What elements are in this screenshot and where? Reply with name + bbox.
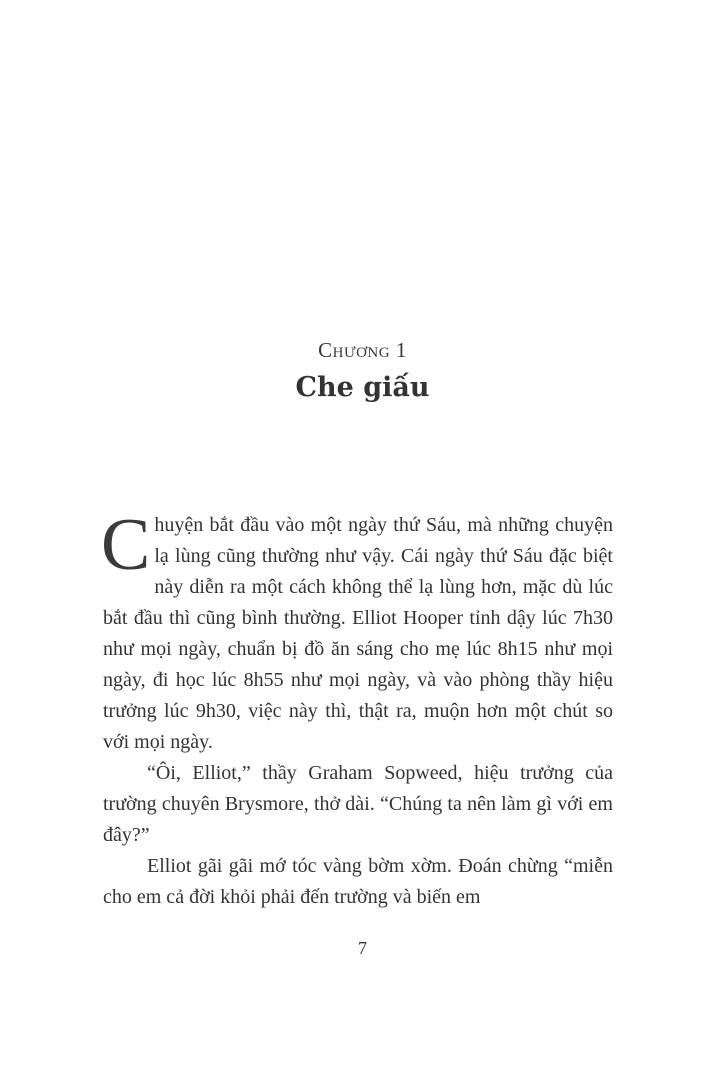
chapter-label: Chương 1 xyxy=(318,338,407,362)
paragraph-1-text: huyện bắt đầu vào một ngày thứ Sáu, mà những chuyện lạ lùng cũng thường như vậy. Cái ngày thứ Sáu đặc biệt này diễn ra một cách không thể lạ lùng hơn, mặc dù lúc bắt đầu thì cũng bình thường. Elliot Hooper tỉnh dậy lúc 7h30 như mọi ngày, chuẩn bị đồ ăn sáng cho mẹ lúc 8h15 như mọi ngày, đi học lúc 8h55 như mọi ngày, và vào phòng thầy hiệu trưởng lúc 9h30, việc này thì, thật ra, muộn hơn một chút so với mọi ngày. xyxy=(103,514,613,753)
drop-cap: C xyxy=(101,504,151,586)
paragraph-3: Elliot gãi gãi mớ tóc vàng bờm xờm. Đoán chừng “miễn cho em cả đời khỏi phải đến trường và biến em xyxy=(103,855,613,908)
chapter-title: Che giấu xyxy=(295,372,430,403)
body-text xyxy=(101,504,613,913)
page-number: 7 xyxy=(358,938,367,958)
paragraph-1 xyxy=(101,504,613,758)
paragraph-2: “Ôi, Elliot,” thầy Graham Sopweed, hiệu trưởng của trường chuyên Brysmore, thở dài. “Chúng ta nên làm gì với em đây?” xyxy=(103,762,613,846)
